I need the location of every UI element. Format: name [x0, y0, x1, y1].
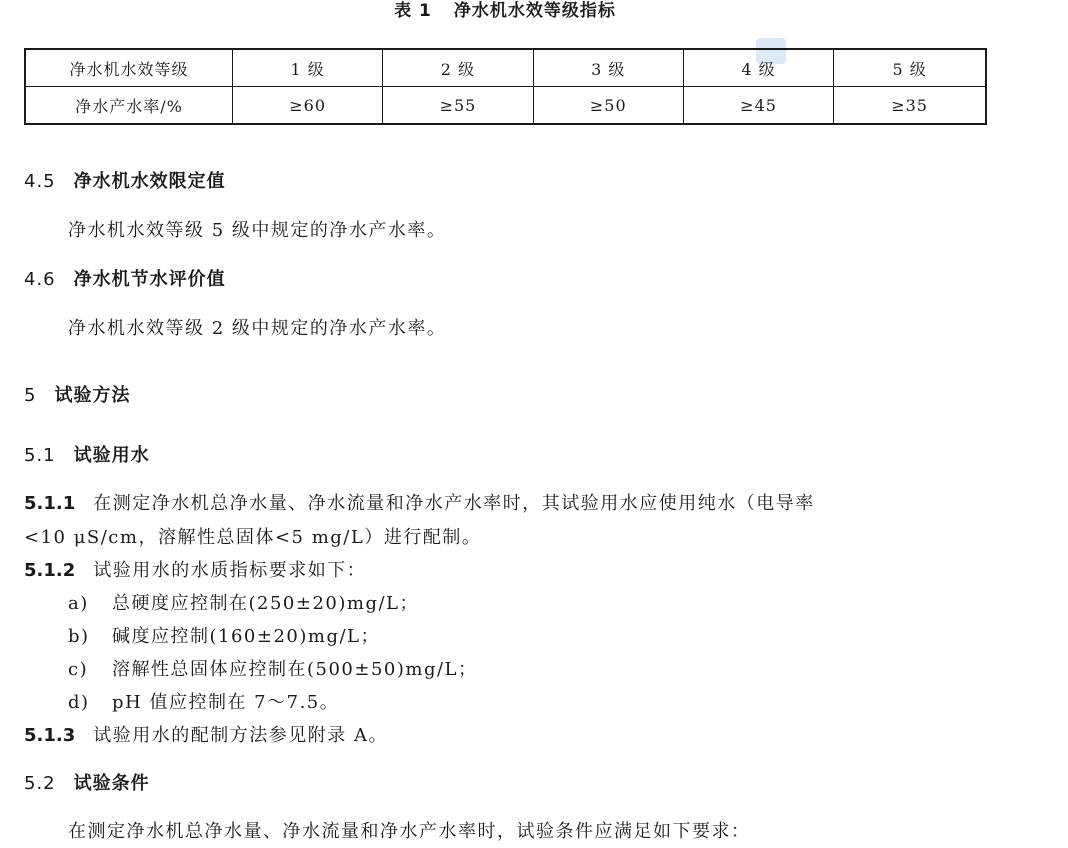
- paragraph-text: 试验用水的水质指标要求如下：: [93, 560, 367, 581]
- table-caption-number: 表 1: [394, 1, 432, 21]
- section-heading-4-5: [24, 170, 226, 194]
- table-cell: 净水产水率/%: [25, 87, 233, 125]
- section-title: 净水机水效限定值: [73, 171, 226, 192]
- table-header-cell: 4 级: [683, 49, 833, 87]
- paragraph-4-5: 净水机水效等级 5 级中规定的净水产水率。: [68, 220, 447, 241]
- section-number: 4.6: [24, 269, 56, 290]
- paragraph-text: 在测定净水机总净水量、净水流量和净水产水率时，其试验用水应使用纯水（电导率: [93, 493, 815, 514]
- table-header-cell: 2 级: [383, 49, 533, 87]
- list-marker: b): [68, 626, 90, 647]
- list-item: [68, 691, 339, 715]
- paragraph-4-6: 净水机水效等级 2 级中规定的净水产水率。: [68, 318, 447, 339]
- section-number: 5.1.3: [24, 725, 76, 746]
- section-number: 5.1.2: [24, 560, 76, 581]
- list-marker: a): [68, 593, 89, 614]
- list-item-text: 总硬度应控制在(250±20)mg/L；: [112, 593, 419, 614]
- section-title: 试验方法: [54, 385, 131, 406]
- paragraph-5-2: 在测定净水机总净水量、净水流量和净水产水率时，试验条件应满足如下要求：: [68, 821, 751, 842]
- section-heading-5-2: [24, 772, 150, 796]
- list-marker: d): [68, 692, 90, 713]
- table-cell: ≥50: [533, 87, 683, 125]
- paragraph-text: 试验用水的配制方法参见附录 A。: [93, 725, 388, 746]
- list-item-text: 溶解性总固体应控制在(500±50)mg/L；: [112, 659, 478, 680]
- section-number: 4.5: [24, 171, 56, 192]
- table-caption-title: 净水机水效等级指标: [453, 1, 616, 21]
- section-heading-4-6: [24, 268, 226, 292]
- paragraph-5-1-2: [24, 559, 366, 583]
- paragraph-5-1-1-line-1: [24, 492, 815, 516]
- table-cell: ≥35: [834, 87, 986, 125]
- section-number: 5.2: [24, 773, 56, 794]
- list-item: [68, 658, 478, 682]
- list-marker: c): [68, 659, 89, 680]
- table-row: [25, 87, 986, 125]
- list-item-text: pH 值应控制在 7～7.5。: [112, 692, 340, 713]
- table-header-row: [25, 49, 986, 87]
- table-cell: ≥55: [383, 87, 533, 125]
- table-header-cell: 3 级: [533, 49, 683, 87]
- section-title: 净水机节水评价值: [73, 269, 226, 290]
- water-efficiency-grade-table: [24, 48, 987, 125]
- section-number: 5.1: [24, 445, 56, 466]
- table-header-cell: 5 级: [834, 49, 986, 87]
- section-heading-5-1: [24, 444, 150, 468]
- table-cell: ≥60: [233, 87, 383, 125]
- paragraph-5-1-1-line-2: <10 μS/cm，溶解性总固体<5 mg/L）进行配制。: [24, 527, 482, 548]
- section-heading-5: [24, 384, 130, 408]
- list-item-text: 碱度应控制(160±20)mg/L；: [112, 626, 380, 647]
- paragraph-5-1-3: [24, 724, 388, 748]
- section-title: 试验条件: [73, 773, 150, 794]
- list-item: [68, 625, 380, 649]
- list-item: [68, 592, 419, 616]
- section-number: 5: [24, 385, 37, 406]
- section-title: 试验用水: [73, 445, 150, 466]
- section-number: 5.1.1: [24, 493, 76, 514]
- table-header-cell: 净水机水效等级: [25, 49, 233, 87]
- table-header-cell: 1 级: [233, 49, 383, 87]
- table-caption: [0, 0, 1010, 22]
- table-cell: ≥45: [683, 87, 833, 125]
